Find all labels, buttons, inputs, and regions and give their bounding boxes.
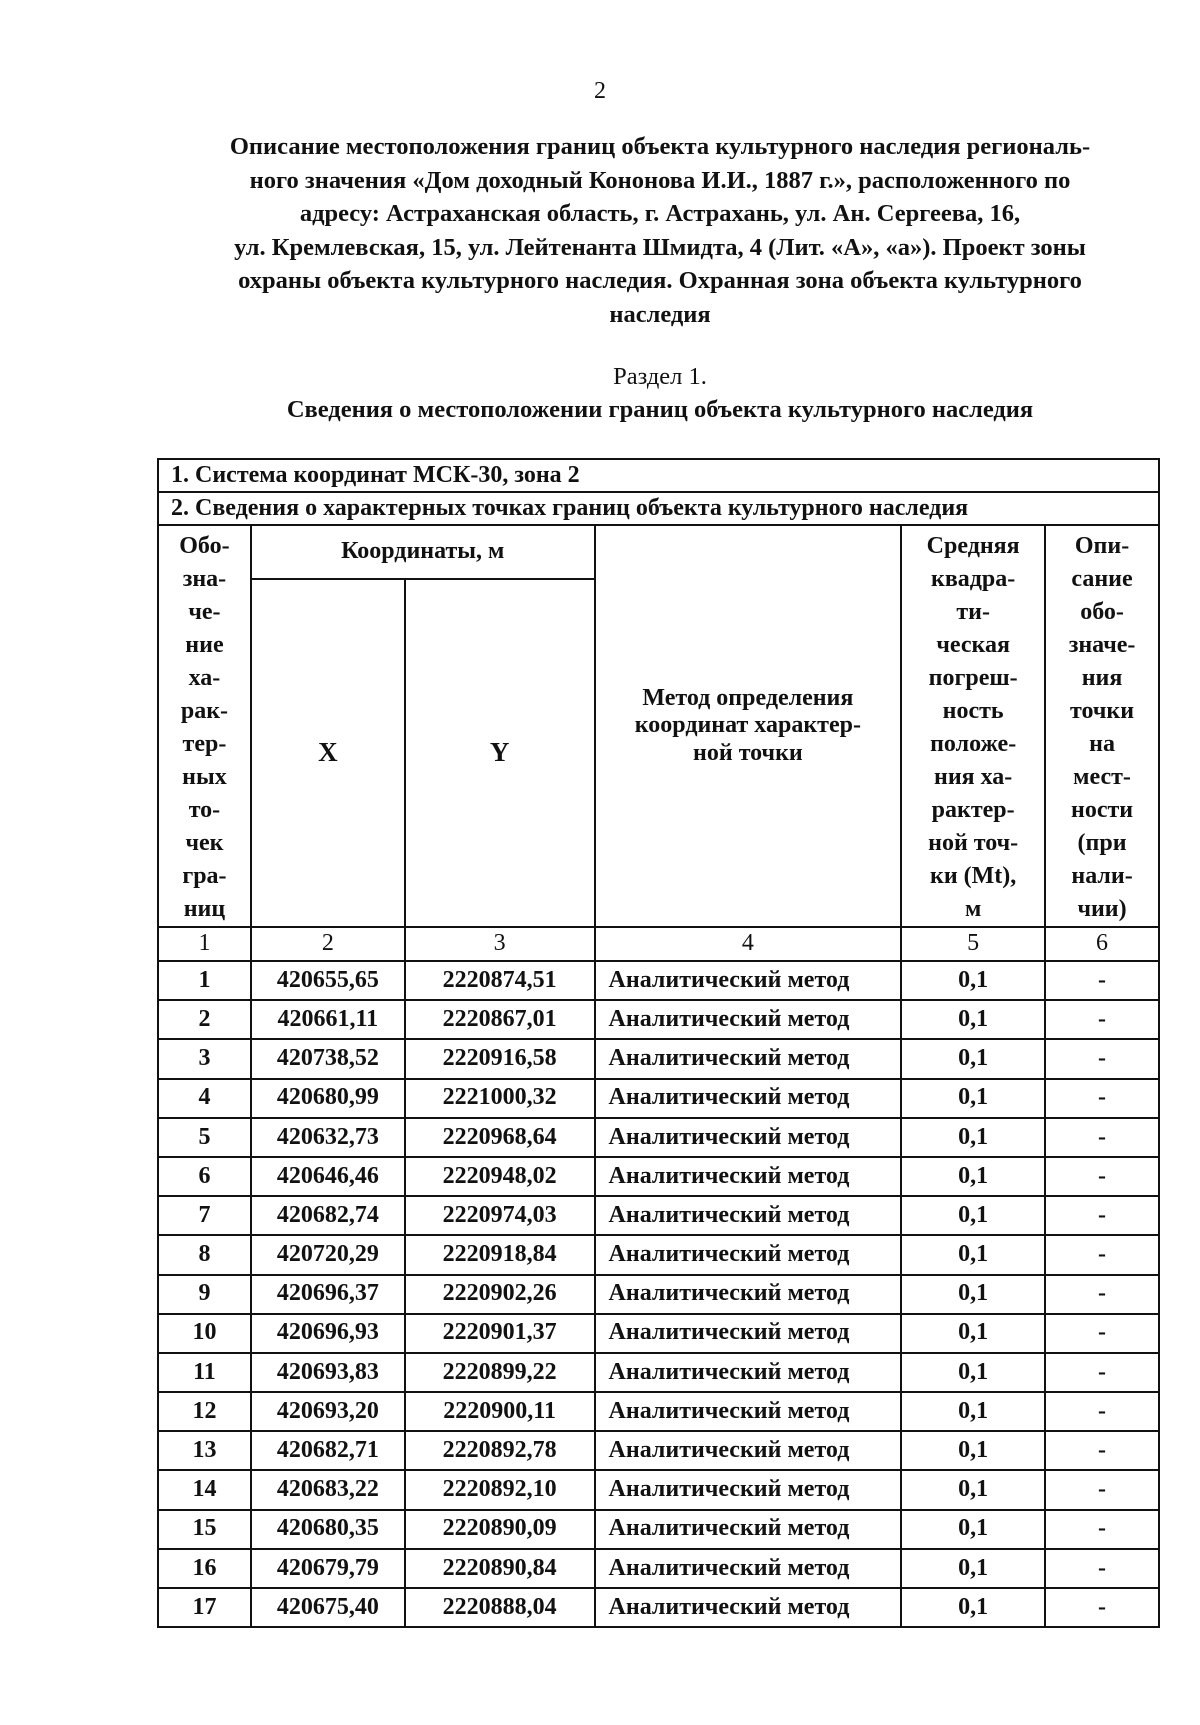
- header-line: гра-: [182, 863, 227, 889]
- table-row: [158, 1549, 1159, 1588]
- point-number-cell: 5: [158, 1118, 251, 1157]
- method-cell: Аналитический метод: [595, 1157, 902, 1196]
- coord-system-row: [158, 459, 1159, 492]
- y-coordinate-cell: 2221000,32: [405, 1079, 595, 1118]
- method-cell: Аналитический метод: [595, 1000, 902, 1039]
- accuracy-cell: 0,1: [901, 1157, 1045, 1196]
- point-number-cell: 10: [158, 1314, 251, 1353]
- table-row: [158, 1431, 1159, 1470]
- description-cell: -: [1045, 1470, 1159, 1509]
- y-coordinate-cell: 2220892,78: [405, 1431, 595, 1470]
- y-coordinate-cell: 2220899,22: [405, 1353, 595, 1392]
- x-coordinate-cell: 420683,22: [251, 1470, 405, 1509]
- coordinates-table: [157, 458, 1160, 1628]
- x-coordinate-cell: 420632,73: [251, 1118, 405, 1157]
- header-line: точки: [1070, 698, 1135, 724]
- header-line: ние: [185, 632, 224, 658]
- accuracy-cell: 0,1: [901, 1470, 1045, 1509]
- title-line: адресу: Астраханская область, г. Астрахань, ул. Ан. Сергеева, 16,: [299, 200, 1021, 227]
- table-row: [158, 1588, 1159, 1627]
- header-line: зна-: [182, 566, 227, 592]
- header-line: ность: [942, 698, 1004, 724]
- accuracy-cell: 0,1: [901, 1392, 1045, 1431]
- table-row: [158, 1000, 1159, 1039]
- points-heading-row: [158, 492, 1159, 525]
- point-number-cell: 4: [158, 1079, 251, 1118]
- description-cell: -: [1045, 1235, 1159, 1274]
- method-cell: Аналитический метод: [595, 1039, 902, 1078]
- column-number: 5: [901, 927, 1045, 961]
- header-line: ния: [1081, 665, 1123, 691]
- header-line: мест-: [1073, 764, 1131, 790]
- point-number-cell: 7: [158, 1196, 251, 1235]
- header-line: ности: [1070, 797, 1134, 823]
- x-coordinate-cell: 420646,46: [251, 1157, 405, 1196]
- header-line: Опи-: [1074, 533, 1130, 559]
- accuracy-cell: 0,1: [901, 1118, 1045, 1157]
- table-row: [158, 961, 1159, 1000]
- accuracy-cell: 0,1: [901, 1000, 1045, 1039]
- column-number: 2: [251, 927, 405, 961]
- point-number-cell: 12: [158, 1392, 251, 1431]
- table-row: [158, 1353, 1159, 1392]
- coordinates-header: Координаты, м: [251, 525, 595, 579]
- point-number-cell: 2: [158, 1000, 251, 1039]
- method-cell: Аналитический метод: [595, 1431, 902, 1470]
- y-coordinate-cell: 2220888,04: [405, 1588, 595, 1627]
- description-cell: -: [1045, 1079, 1159, 1118]
- description-cell: -: [1045, 1000, 1159, 1039]
- header-line: ха-: [188, 665, 221, 691]
- page-number: 2: [594, 78, 606, 104]
- document-title: [165, 130, 1155, 331]
- point-number-cell: 8: [158, 1235, 251, 1274]
- column-number: 6: [1045, 927, 1159, 961]
- accuracy-cell: 0,1: [901, 1196, 1045, 1235]
- table-row: [158, 1079, 1159, 1118]
- x-coordinate-cell: 420679,79: [251, 1549, 405, 1588]
- header-line: ния ха-: [933, 764, 1013, 790]
- description-cell: -: [1045, 1039, 1159, 1078]
- title-line: охраны объекта культурного наследия. Охранная зона объекта культурного: [238, 267, 1082, 294]
- header-line: рактер-: [931, 797, 1015, 823]
- header-line: чек: [185, 830, 224, 856]
- y-header: Y: [405, 579, 595, 927]
- accuracy-cell: 0,1: [901, 1510, 1045, 1549]
- header-line: то-: [188, 797, 221, 823]
- method-cell: Аналитический метод: [595, 1470, 902, 1509]
- point-number-cell: 11: [158, 1353, 251, 1392]
- section-label: Раздел 1.: [613, 363, 707, 390]
- column-number: 3: [405, 927, 595, 961]
- table-row: [158, 1196, 1159, 1235]
- header-line: на: [1089, 731, 1115, 757]
- title-line: Описание местоположения границ объекта культурного наследия региональ-: [229, 133, 1091, 160]
- y-coordinate-cell: 2220902,26: [405, 1275, 595, 1314]
- title-line: наследия: [609, 300, 711, 328]
- header-line: чии): [1077, 896, 1127, 922]
- y-coordinate-cell: 2220948,02: [405, 1157, 595, 1196]
- point-number-cell: 17: [158, 1588, 251, 1627]
- points-heading-cell: 2. Сведения о характерных точках границ объекта культурного наследия: [158, 492, 1159, 525]
- y-coordinate-cell: 2220874,51: [405, 961, 595, 1000]
- header-line: обо-: [1080, 599, 1124, 625]
- method-cell: Аналитический метод: [595, 1353, 902, 1392]
- y-coordinate-cell: 2220867,01: [405, 1000, 595, 1039]
- header-row: [158, 525, 1159, 579]
- y-coordinate-cell: 2220901,37: [405, 1314, 595, 1353]
- header-line: погреш-: [928, 665, 1018, 691]
- point-number-cell: 15: [158, 1510, 251, 1549]
- header-line: Средняя: [926, 533, 1020, 559]
- header-line: рак-: [180, 698, 229, 724]
- method-cell: Аналитический метод: [595, 1510, 902, 1549]
- accuracy-cell: 0,1: [901, 961, 1045, 1000]
- header-line: значе-: [1068, 632, 1136, 658]
- header-line: м: [964, 896, 982, 922]
- header-line: че-: [188, 599, 221, 625]
- point-number-cell: 16: [158, 1549, 251, 1588]
- description-cell: -: [1045, 1275, 1159, 1314]
- header-line: Метод определения: [642, 684, 854, 711]
- accuracy-cell: 0,1: [901, 1039, 1045, 1078]
- x-coordinate-cell: 420738,52: [251, 1039, 405, 1078]
- description-cell: -: [1045, 1392, 1159, 1431]
- accuracy-cell: 0,1: [901, 1431, 1045, 1470]
- table-row: [158, 1157, 1159, 1196]
- point-number-cell: 3: [158, 1039, 251, 1078]
- point-number-cell: 13: [158, 1431, 251, 1470]
- title-line: ного значения «Дом доходный Кононова И.И., 1887 г.», расположенного по: [249, 166, 1071, 194]
- method-header: [595, 525, 902, 927]
- description-cell: -: [1045, 1588, 1159, 1627]
- accuracy-cell: 0,1: [901, 1588, 1045, 1627]
- point-number-cell: 6: [158, 1157, 251, 1196]
- section-subtitle: Сведения о местоположении границ объекта культурного наследия: [286, 396, 1034, 423]
- y-coordinate-cell: 2220890,84: [405, 1549, 595, 1588]
- accuracy-cell: 0,1: [901, 1549, 1045, 1588]
- header-line: ниц: [183, 896, 226, 922]
- y-coordinate-cell: 2220918,84: [405, 1235, 595, 1274]
- x-coordinate-cell: 420693,20: [251, 1392, 405, 1431]
- x-coordinate-cell: 420682,71: [251, 1431, 405, 1470]
- method-cell: Аналитический метод: [595, 1079, 902, 1118]
- y-coordinate-cell: 2220916,58: [405, 1039, 595, 1078]
- y-coordinate-cell: 2220892,10: [405, 1470, 595, 1509]
- table-row: [158, 1470, 1159, 1509]
- x-coordinate-cell: 420693,83: [251, 1353, 405, 1392]
- designation-header: [158, 525, 251, 927]
- header-line: положе-: [930, 731, 1017, 757]
- table-row: [158, 1275, 1159, 1314]
- method-cell: Аналитический метод: [595, 1392, 902, 1431]
- description-cell: -: [1045, 1157, 1159, 1196]
- header-line: тер-: [182, 731, 227, 757]
- point-number-cell: 14: [158, 1470, 251, 1509]
- header-line: (при: [1077, 830, 1127, 856]
- description-cell: -: [1045, 961, 1159, 1000]
- header-line: ной точ-: [928, 830, 1019, 856]
- section-heading: [165, 360, 1155, 426]
- header-line: Обо-: [179, 533, 230, 559]
- header-line: квадра-: [931, 566, 1016, 592]
- header-line: нали-: [1071, 863, 1133, 889]
- description-cell: -: [1045, 1118, 1159, 1157]
- title-line: ул. Кремлевская, 15, ул. Лейтенанта Шмидта, 4 (Лит. «А», «а»). Проект зоны: [234, 233, 1086, 261]
- method-cell: Аналитический метод: [595, 1549, 902, 1588]
- description-cell: -: [1045, 1510, 1159, 1549]
- point-number-cell: 9: [158, 1275, 251, 1314]
- x-coordinate-cell: 420720,29: [251, 1235, 405, 1274]
- method-cell: Аналитический метод: [595, 1235, 902, 1274]
- header-line: ти-: [956, 599, 990, 625]
- header-line: координат характер-: [634, 712, 861, 739]
- method-cell: Аналитический метод: [595, 961, 902, 1000]
- coord-system-cell: 1. Система координат МСК-30, зона 2: [158, 459, 1159, 492]
- accuracy-cell: 0,1: [901, 1314, 1045, 1353]
- description-cell: -: [1045, 1353, 1159, 1392]
- table-row: [158, 1510, 1159, 1549]
- header-line: сание: [1071, 566, 1133, 592]
- method-cell: Аналитический метод: [595, 1314, 902, 1353]
- y-coordinate-cell: 2220900,11: [405, 1392, 595, 1431]
- accuracy-header: [901, 525, 1045, 927]
- accuracy-cell: 0,1: [901, 1353, 1045, 1392]
- accuracy-cell: 0,1: [901, 1275, 1045, 1314]
- x-coordinate-cell: 420675,40: [251, 1588, 405, 1627]
- x-coordinate-cell: 420680,99: [251, 1079, 405, 1118]
- y-coordinate-cell: 2220974,03: [405, 1196, 595, 1235]
- table-row: [158, 1392, 1159, 1431]
- x-coordinate-cell: 420682,74: [251, 1196, 405, 1235]
- header-line: ной точки: [693, 739, 803, 766]
- method-cell: Аналитический метод: [595, 1275, 902, 1314]
- y-coordinate-cell: 2220890,09: [405, 1510, 595, 1549]
- accuracy-cell: 0,1: [901, 1235, 1045, 1274]
- accuracy-cell: 0,1: [901, 1079, 1045, 1118]
- column-number: 4: [595, 927, 902, 961]
- y-coordinate-cell: 2220968,64: [405, 1118, 595, 1157]
- description-cell: -: [1045, 1431, 1159, 1470]
- header-line: ческая: [936, 632, 1010, 658]
- table-row: [158, 1314, 1159, 1353]
- method-cell: Аналитический метод: [595, 1196, 902, 1235]
- x-coordinate-cell: 420696,37: [251, 1275, 405, 1314]
- description-cell: -: [1045, 1196, 1159, 1235]
- x-coordinate-cell: 420661,11: [251, 1000, 405, 1039]
- description-header: [1045, 525, 1159, 927]
- method-cell: Аналитический метод: [595, 1118, 902, 1157]
- header-line: ки (Mt),: [930, 863, 1017, 889]
- table-row: [158, 1235, 1159, 1274]
- x-coordinate-cell: 420655,65: [251, 961, 405, 1000]
- method-cell: Аналитический метод: [595, 1588, 902, 1627]
- x-coordinate-cell: 420680,35: [251, 1510, 405, 1549]
- header-line: ных: [182, 764, 227, 790]
- column-number: 1: [158, 927, 251, 961]
- column-numbers-row: [158, 927, 1159, 961]
- table-row: [158, 1118, 1159, 1157]
- description-cell: -: [1045, 1549, 1159, 1588]
- x-coordinate-cell: 420696,93: [251, 1314, 405, 1353]
- point-number-cell: 1: [158, 961, 251, 1000]
- description-cell: -: [1045, 1314, 1159, 1353]
- table-row: [158, 1039, 1159, 1078]
- x-header: X: [251, 579, 405, 927]
